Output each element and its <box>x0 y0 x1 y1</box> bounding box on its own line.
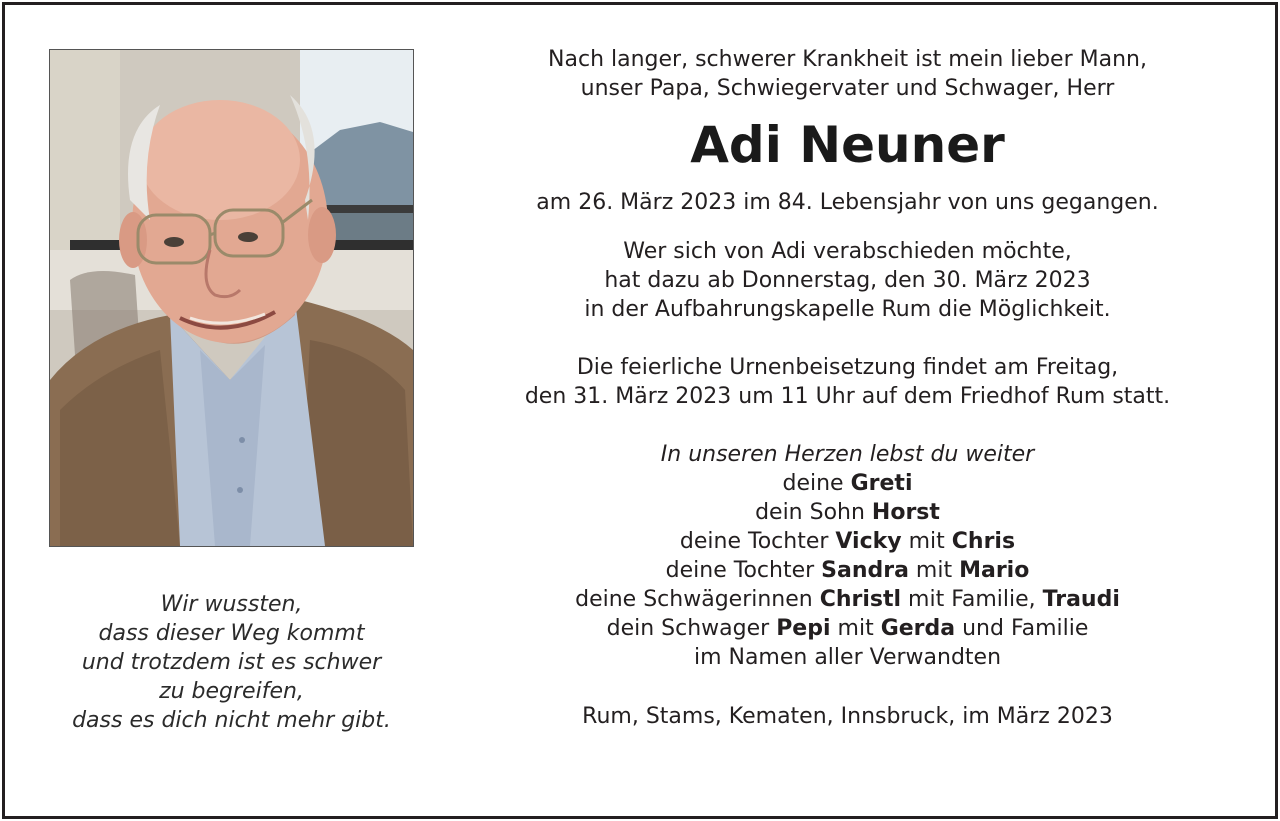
deceased-name: Adi Neuner <box>690 116 1005 174</box>
mourner-row: im Namen aller Verwandten <box>693 645 1002 670</box>
farewell-line: in der Aufbahrungskapelle Rum die Möglichkeit. <box>584 297 1111 322</box>
burial-paragraph <box>475 353 1220 411</box>
mourner-row: dein Schwager Pepi mit Gerda und Familie <box>606 616 1089 641</box>
farewell-line: Wer sich von Adi verabschieden möchte, <box>623 239 1072 264</box>
mourner-row: dein Sohn Horst <box>755 500 940 525</box>
mourner-name: Gerda <box>880 616 956 641</box>
farewell-line: hat dazu ab Donnerstag, den 30. März 2023 <box>604 268 1091 293</box>
farewell-paragraph <box>475 237 1220 324</box>
mourner-row: deine Tochter Vicky mit Chris <box>679 529 1016 554</box>
mourner-row: deine Schwägerinnen Christl mit Familie, Traudi <box>575 587 1120 612</box>
death-date-line: am 26. März 2023 im 84. Lebensjahr von uns gegangen. <box>536 190 1159 215</box>
burial-line: den 31. März 2023 um 11 Uhr auf dem Friedhof Rum statt. <box>524 384 1171 409</box>
mourner-name: Sandra <box>821 558 909 583</box>
mourner-name: Horst <box>871 500 940 525</box>
poem-line: dass es dich nicht mehr gibt. <box>72 708 391 733</box>
burial-line: Die feierliche Urnenbeisetzung findet am Freitag, <box>576 355 1119 380</box>
intro-line: Nach langer, schwerer Krankheit ist mein lieber Mann, <box>548 47 1147 72</box>
portrait-illustration <box>50 50 413 546</box>
mourner-row: deine Tochter Sandra mit Mario <box>665 558 1030 583</box>
hearts-line: In unseren Herzen lebst du weiter <box>660 442 1035 467</box>
mourner-name: Mario <box>959 558 1030 583</box>
notice-text <box>475 45 1220 731</box>
portrait-photo <box>49 49 414 547</box>
mourner-name: Christl <box>819 587 902 612</box>
poem-line: und trotzdem ist es schwer <box>81 650 382 675</box>
poem <box>49 590 414 735</box>
poem-line: dass dieser Weg kommt <box>98 621 365 646</box>
mourners-list <box>475 440 1220 672</box>
mourner-row: deine Greti <box>782 471 913 496</box>
poem-line: zu begreifen, <box>159 679 304 704</box>
intro-line: unser Papa, Schwiegervater und Schwager, Herr <box>580 76 1115 101</box>
mourner-name: Traudi <box>1042 587 1120 612</box>
place-date-line: Rum, Stams, Kematen, Innsbruck, im März 2023 <box>582 704 1113 729</box>
mourner-name: Chris <box>951 529 1016 554</box>
mourner-name: Pepi <box>776 616 831 641</box>
obituary-notice <box>2 2 1278 819</box>
mourner-name: Greti <box>850 471 913 496</box>
mourner-name: Vicky <box>835 529 902 554</box>
poem-line: Wir wussten, <box>160 592 303 617</box>
